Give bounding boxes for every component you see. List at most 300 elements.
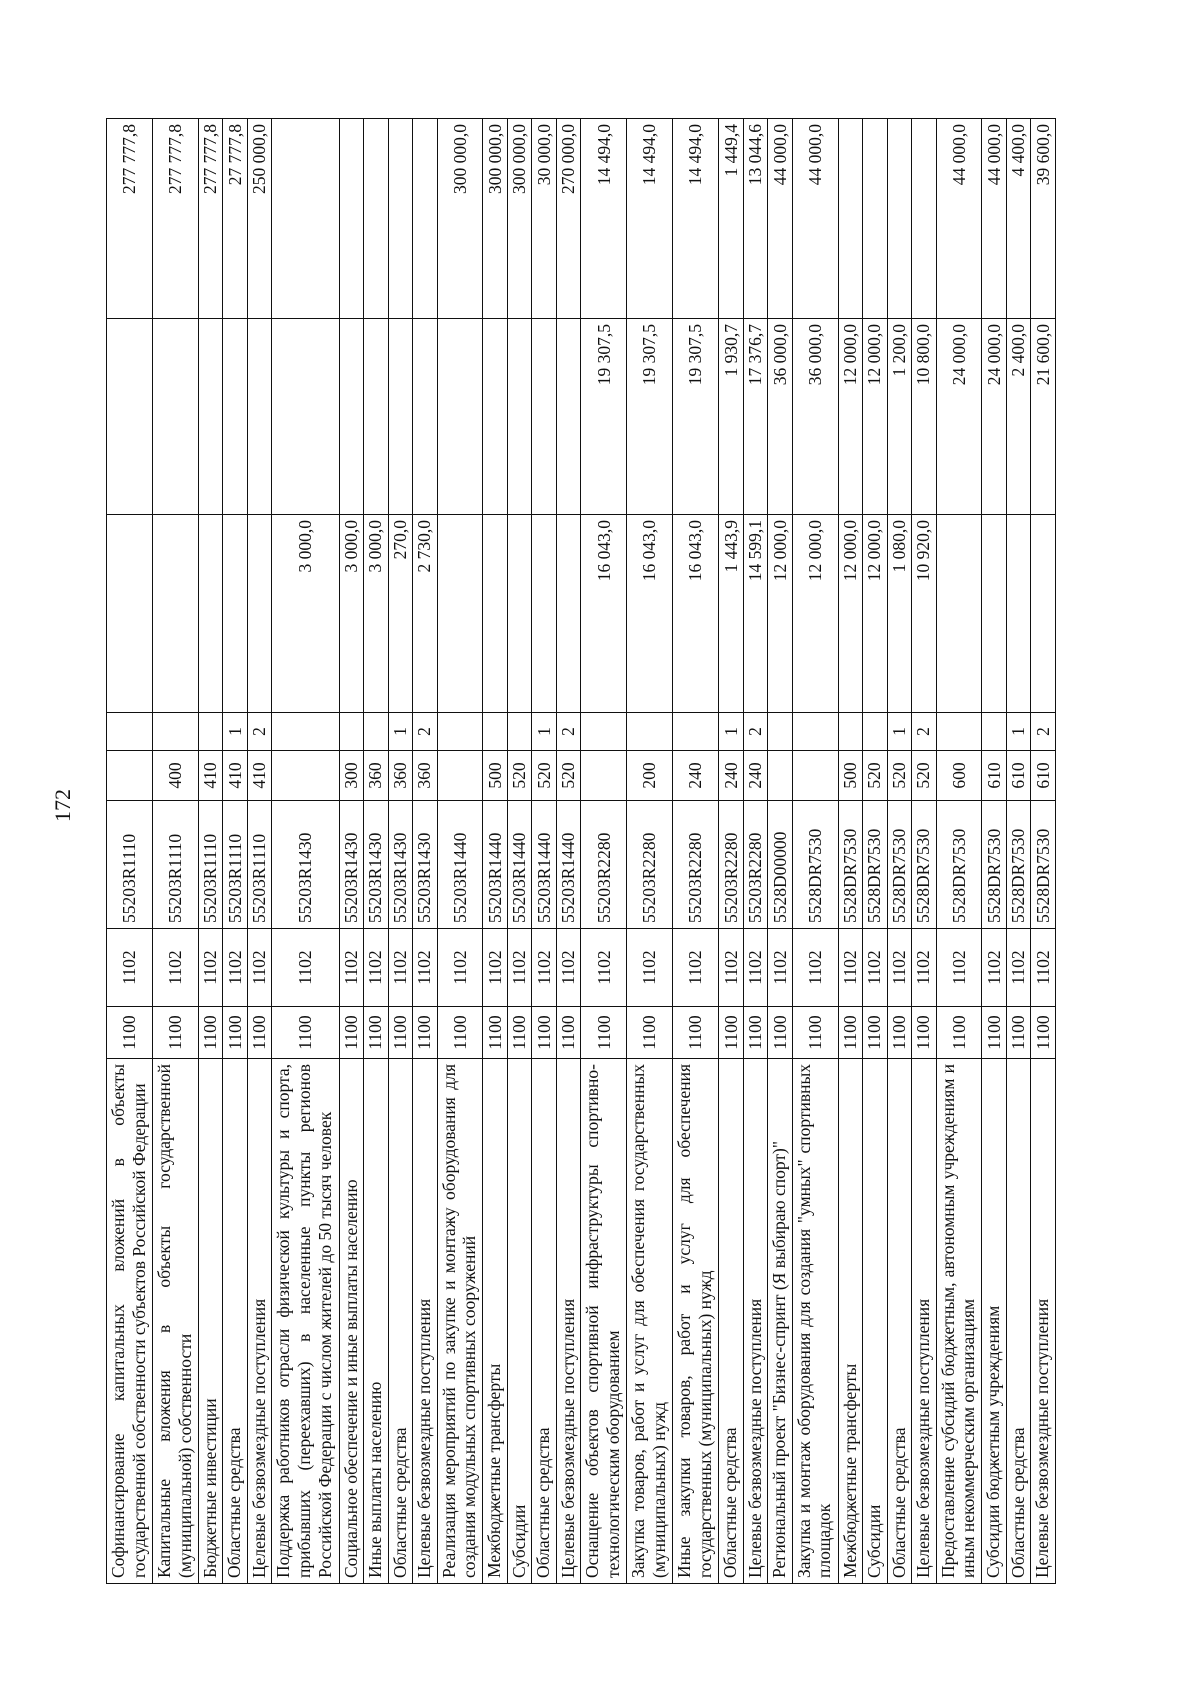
table-row: [532, 119, 557, 1584]
amount-year-3: 270 000,0: [556, 119, 581, 319]
table-row: [1006, 119, 1031, 1584]
table-row: [339, 119, 364, 1584]
expense-type-code: 520: [912, 751, 937, 801]
expense-type-code: 300: [339, 751, 364, 801]
amount-year-3: [272, 119, 339, 319]
amount-year-1: 12 000,0: [792, 515, 838, 713]
amount-year-1: [152, 515, 198, 713]
table-row: [364, 119, 389, 1584]
amount-year-3: 14 494,0: [673, 119, 719, 319]
target-article-code: 5528D00000: [768, 801, 793, 929]
section-code: 1100: [863, 1007, 888, 1059]
budget-table: [106, 118, 1056, 1584]
amount-year-2: [152, 319, 198, 515]
amount-year-1: 16 043,0: [581, 515, 627, 713]
target-article-code: 55203R1430: [339, 801, 364, 929]
amount-year-3: 250 000,0: [247, 119, 272, 319]
row-name: Целевые безвозмездные поступления: [413, 1059, 438, 1584]
amount-year-2: 10 800,0: [912, 319, 937, 515]
amount-year-3: 44 000,0: [982, 119, 1007, 319]
expense-type-code: [437, 751, 483, 801]
amount-year-1: 1 080,0: [887, 515, 912, 713]
subsection-code: 1102: [768, 929, 793, 1007]
expense-type-code: 610: [1006, 751, 1031, 801]
amount-year-1: 3 000,0: [364, 515, 389, 713]
expense-type-code: 240: [719, 751, 744, 801]
section-code: 1100: [792, 1007, 838, 1059]
subsection-code: 1102: [792, 929, 838, 1007]
section-code: 1100: [627, 1007, 673, 1059]
subsection-code: 1102: [272, 929, 339, 1007]
table-row: [768, 119, 793, 1584]
amount-year-2: 24 000,0: [982, 319, 1007, 515]
row-name: Закупка и монтаж оборудования для создания "умных" спортивных площадок: [792, 1059, 838, 1584]
section-code: 1100: [743, 1007, 768, 1059]
amount-year-2: 36 000,0: [792, 319, 838, 515]
amount-year-3: 44 000,0: [792, 119, 838, 319]
row-name: Областные средства: [388, 1059, 413, 1584]
source-code: [339, 713, 364, 751]
source-code: 2: [743, 713, 768, 751]
amount-year-3: 4 400,0: [1006, 119, 1031, 319]
amount-year-2: [388, 319, 413, 515]
expense-type-code: 410: [198, 751, 223, 801]
section-code: 1100: [364, 1007, 389, 1059]
expense-type-code: [272, 751, 339, 801]
target-article-code: 5528DR7530: [887, 801, 912, 929]
amount-year-1: [1031, 515, 1056, 713]
amount-year-3: 277 777,8: [198, 119, 223, 319]
expense-type-code: 520: [863, 751, 888, 801]
amount-year-3: [388, 119, 413, 319]
source-code: [673, 713, 719, 751]
expense-type-code: 600: [936, 751, 982, 801]
target-article-code: 55203R1110: [198, 801, 223, 929]
table-row: [272, 119, 339, 1584]
source-code: [364, 713, 389, 751]
amount-year-3: [838, 119, 863, 319]
section-code: 1100: [223, 1007, 248, 1059]
row-name: Областные средства: [719, 1059, 744, 1584]
subsection-code: 1102: [107, 929, 153, 1007]
expense-type-code: [107, 751, 153, 801]
amount-year-2: [339, 319, 364, 515]
expense-type-code: 520: [887, 751, 912, 801]
row-name: Бюджетные инвестиции: [198, 1059, 223, 1584]
subsection-code: 1102: [532, 929, 557, 1007]
row-name: Областные средства: [223, 1059, 248, 1584]
amount-year-1: 10 920,0: [912, 515, 937, 713]
expense-type-code: 610: [982, 751, 1007, 801]
source-code: 1: [388, 713, 413, 751]
section-code: 1100: [483, 1007, 508, 1059]
amount-year-1: [223, 515, 248, 713]
expense-type-code: [581, 751, 627, 801]
amount-year-1: 2 730,0: [413, 515, 438, 713]
section-code: 1100: [887, 1007, 912, 1059]
amount-year-2: 12 000,0: [863, 319, 888, 515]
amount-year-3: [339, 119, 364, 319]
amount-year-1: 12 000,0: [768, 515, 793, 713]
target-article-code: 55203R1440: [507, 801, 532, 929]
section-code: 1100: [982, 1007, 1007, 1059]
source-code: [483, 713, 508, 751]
table-row: [413, 119, 438, 1584]
section-code: 1100: [152, 1007, 198, 1059]
table-row: [743, 119, 768, 1584]
source-code: [982, 713, 1007, 751]
expense-type-code: 400: [152, 751, 198, 801]
subsection-code: 1102: [863, 929, 888, 1007]
subsection-code: 1102: [152, 929, 198, 1007]
subsection-code: 1102: [507, 929, 532, 1007]
target-article-code: 5528DR7530: [936, 801, 982, 929]
subsection-code: 1102: [247, 929, 272, 1007]
expense-type-code: 410: [247, 751, 272, 801]
amount-year-3: 277 777,8: [152, 119, 198, 319]
amount-year-1: [936, 515, 982, 713]
row-name: Целевые безвозмездные поступления: [247, 1059, 272, 1584]
amount-year-1: 16 043,0: [673, 515, 719, 713]
table-row: [982, 119, 1007, 1584]
target-article-code: 55203R1430: [388, 801, 413, 929]
amount-year-2: [364, 319, 389, 515]
subsection-code: 1102: [437, 929, 483, 1007]
amount-year-2: [483, 319, 508, 515]
row-name: Капитальные вложения в объекты государственной (муниципальной) собственности: [152, 1059, 198, 1584]
row-name: Субсидии: [863, 1059, 888, 1584]
table-row: [107, 119, 153, 1584]
row-name: Областные средства: [532, 1059, 557, 1584]
source-code: 1: [887, 713, 912, 751]
amount-year-2: [107, 319, 153, 515]
table-row: [437, 119, 483, 1584]
table-row: [198, 119, 223, 1584]
subsection-code: 1102: [581, 929, 627, 1007]
amount-year-2: 1 930,7: [719, 319, 744, 515]
amount-year-2: [272, 319, 339, 515]
section-code: 1100: [247, 1007, 272, 1059]
source-code: 2: [413, 713, 438, 751]
subsection-code: 1102: [339, 929, 364, 1007]
amount-year-2: [437, 319, 483, 515]
table-row: [887, 119, 912, 1584]
section-code: 1100: [581, 1007, 627, 1059]
expense-type-code: 520: [556, 751, 581, 801]
source-code: 1: [1006, 713, 1031, 751]
amount-year-2: [413, 319, 438, 515]
target-article-code: 55203R1440: [556, 801, 581, 929]
amount-year-1: 14 599,1: [743, 515, 768, 713]
target-article-code: 55203R1440: [437, 801, 483, 929]
amount-year-2: [532, 319, 557, 515]
target-article-code: 5528DR7530: [912, 801, 937, 929]
source-code: 2: [247, 713, 272, 751]
table-row: [838, 119, 863, 1584]
section-code: 1100: [1031, 1007, 1056, 1059]
target-article-code: 55203R1110: [247, 801, 272, 929]
budget-table-container: [106, 119, 1056, 1584]
subsection-code: 1102: [936, 929, 982, 1007]
target-article-code: 55203R1110: [152, 801, 198, 929]
amount-year-1: [247, 515, 272, 713]
source-code: [272, 713, 339, 751]
source-code: [152, 713, 198, 751]
target-article-code: 55203R1430: [413, 801, 438, 929]
subsection-code: 1102: [556, 929, 581, 1007]
expense-type-code: 520: [507, 751, 532, 801]
amount-year-1: [483, 515, 508, 713]
row-name: Предоставление субсидий бюджетным, автономным учреждениям и иным некоммерческим организациям: [936, 1059, 982, 1584]
target-article-code: 55203R2280: [719, 801, 744, 929]
section-code: 1100: [719, 1007, 744, 1059]
target-article-code: 55203R2280: [581, 801, 627, 929]
amount-year-2: 17 376,7: [743, 319, 768, 515]
target-article-code: 55203R1440: [532, 801, 557, 929]
expense-type-code: 240: [673, 751, 719, 801]
row-name: Иные закупки товаров, работ и услуг для обеспечения государственных (муниципальных) нужд: [673, 1059, 719, 1584]
subsection-code: 1102: [627, 929, 673, 1007]
page-number: 172: [50, 789, 75, 822]
amount-year-2: 19 307,5: [673, 319, 719, 515]
amount-year-1: 270,0: [388, 515, 413, 713]
expense-type-code: 360: [388, 751, 413, 801]
section-code: 1100: [1006, 1007, 1031, 1059]
table-row: [388, 119, 413, 1584]
expense-type-code: 500: [483, 751, 508, 801]
amount-year-3: 44 000,0: [768, 119, 793, 319]
table-row: [936, 119, 982, 1584]
source-code: [107, 713, 153, 751]
target-article-code: 55203R2280: [627, 801, 673, 929]
table-row: [483, 119, 508, 1584]
section-code: 1100: [388, 1007, 413, 1059]
row-name: Субсидии бюджетным учреждениям: [982, 1059, 1007, 1584]
section-code: 1100: [912, 1007, 937, 1059]
amount-year-1: [437, 515, 483, 713]
target-article-code: 55203R1110: [107, 801, 153, 929]
amount-year-3: [413, 119, 438, 319]
amount-year-3: 277 777,8: [107, 119, 153, 319]
amount-year-1: [198, 515, 223, 713]
target-article-code: 5528DR7530: [982, 801, 1007, 929]
source-code: [863, 713, 888, 751]
row-name: Областные средства: [1006, 1059, 1031, 1584]
amount-year-2: 12 000,0: [838, 319, 863, 515]
target-article-code: 55203R1430: [272, 801, 339, 929]
table-row: [223, 119, 248, 1584]
row-name: Закупка товаров, работ и услуг для обеспечения государственных (муниципальных) нужд: [627, 1059, 673, 1584]
expense-type-code: 520: [532, 751, 557, 801]
row-name: Межбюджетные трансферты: [838, 1059, 863, 1584]
section-code: 1100: [272, 1007, 339, 1059]
expense-type-code: 240: [743, 751, 768, 801]
amount-year-3: [364, 119, 389, 319]
row-name: Межбюджетные трансферты: [483, 1059, 508, 1584]
amount-year-3: 300 000,0: [437, 119, 483, 319]
row-name: Социальное обеспечение и иные выплаты населению: [339, 1059, 364, 1584]
target-article-code: 5528DR7530: [1031, 801, 1056, 929]
subsection-code: 1102: [1031, 929, 1056, 1007]
subsection-code: 1102: [1006, 929, 1031, 1007]
table-row: [863, 119, 888, 1584]
subsection-code: 1102: [223, 929, 248, 1007]
section-code: 1100: [673, 1007, 719, 1059]
amount-year-1: 3 000,0: [339, 515, 364, 713]
source-code: [581, 713, 627, 751]
row-name: Софинансирование капитальных вложений в объекты государственной собственности субъектов Российской Федерации: [107, 1059, 153, 1584]
target-article-code: 55203R1110: [223, 801, 248, 929]
amount-year-2: 24 000,0: [936, 319, 982, 515]
expense-type-code: 360: [364, 751, 389, 801]
source-code: 2: [912, 713, 937, 751]
section-code: 1100: [107, 1007, 153, 1059]
section-code: 1100: [339, 1007, 364, 1059]
source-code: [838, 713, 863, 751]
amount-year-3: 14 494,0: [627, 119, 673, 319]
source-code: [792, 713, 838, 751]
amount-year-2: 19 307,5: [581, 319, 627, 515]
table-row: [673, 119, 719, 1584]
amount-year-1: [982, 515, 1007, 713]
amount-year-1: 16 043,0: [627, 515, 673, 713]
subsection-code: 1102: [719, 929, 744, 1007]
target-article-code: 55203R2280: [743, 801, 768, 929]
target-article-code: 5528DR7530: [1006, 801, 1031, 929]
target-article-code: 5528DR7530: [792, 801, 838, 929]
amount-year-2: 2 400,0: [1006, 319, 1031, 515]
subsection-code: 1102: [982, 929, 1007, 1007]
row-name: Оснащение объектов спортивной инфраструктуры спортивно-технологическим оборудованием: [581, 1059, 627, 1584]
row-name: Целевые безвозмездные поступления: [743, 1059, 768, 1584]
amount-year-1: [532, 515, 557, 713]
row-name: Региональный проект "Бизнес-спринт (Я выбираю спорт)": [768, 1059, 793, 1584]
subsection-code: 1102: [673, 929, 719, 1007]
amount-year-2: [507, 319, 532, 515]
expense-type-code: 610: [1031, 751, 1056, 801]
amount-year-1: [107, 515, 153, 713]
target-article-code: 5528DR7530: [863, 801, 888, 929]
amount-year-2: 1 200,0: [887, 319, 912, 515]
section-code: 1100: [413, 1007, 438, 1059]
amount-year-3: 44 000,0: [936, 119, 982, 319]
subsection-code: 1102: [838, 929, 863, 1007]
table-row: [912, 119, 937, 1584]
subsection-code: 1102: [413, 929, 438, 1007]
subsection-code: 1102: [198, 929, 223, 1007]
amount-year-2: 21 600,0: [1031, 319, 1056, 515]
amount-year-1: 12 000,0: [863, 515, 888, 713]
source-code: [198, 713, 223, 751]
subsection-code: 1102: [388, 929, 413, 1007]
amount-year-3: 27 777,8: [223, 119, 248, 319]
expense-type-code: 500: [838, 751, 863, 801]
section-code: 1100: [437, 1007, 483, 1059]
amount-year-1: 3 000,0: [272, 515, 339, 713]
subsection-code: 1102: [364, 929, 389, 1007]
row-name: Целевые безвозмездные поступления: [556, 1059, 581, 1584]
table-row: [1031, 119, 1056, 1584]
amount-year-3: [912, 119, 937, 319]
amount-year-1: 12 000,0: [838, 515, 863, 713]
table-row: [792, 119, 838, 1584]
amount-year-3: [887, 119, 912, 319]
amount-year-3: 300 000,0: [507, 119, 532, 319]
amount-year-3: 14 494,0: [581, 119, 627, 319]
amount-year-3: 30 000,0: [532, 119, 557, 319]
source-code: 1: [532, 713, 557, 751]
expense-type-code: [768, 751, 793, 801]
amount-year-2: 19 307,5: [627, 319, 673, 515]
section-code: 1100: [768, 1007, 793, 1059]
amount-year-2: 36 000,0: [768, 319, 793, 515]
amount-year-2: [247, 319, 272, 515]
row-name: Целевые безвозмездные поступления: [1031, 1059, 1056, 1584]
target-article-code: 5528DR7530: [838, 801, 863, 929]
subsection-code: 1102: [887, 929, 912, 1007]
subsection-code: 1102: [743, 929, 768, 1007]
row-name: Целевые безвозмездные поступления: [912, 1059, 937, 1584]
source-code: 2: [556, 713, 581, 751]
section-code: 1100: [198, 1007, 223, 1059]
table-row: [152, 119, 198, 1584]
amount-year-3: 300 000,0: [483, 119, 508, 319]
expense-type-code: 410: [223, 751, 248, 801]
source-code: [936, 713, 982, 751]
row-name: Иные выплаты населению: [364, 1059, 389, 1584]
row-name: Поддержка работников отрасли физической культуры и спорта, прибывших (переехавших) в населенные пункты регионов Российской Федерации с числом жителей до 50 тысяч человек: [272, 1059, 339, 1584]
table-row: [507, 119, 532, 1584]
section-code: 1100: [532, 1007, 557, 1059]
row-name: Областные средства: [887, 1059, 912, 1584]
expense-type-code: 360: [413, 751, 438, 801]
amount-year-2: [198, 319, 223, 515]
amount-year-1: [507, 515, 532, 713]
subsection-code: 1102: [912, 929, 937, 1007]
expense-type-code: [792, 751, 838, 801]
amount-year-1: 1 443,9: [719, 515, 744, 713]
amount-year-2: [556, 319, 581, 515]
amount-year-3: [863, 119, 888, 319]
source-code: 2: [1031, 713, 1056, 751]
amount-year-1: [556, 515, 581, 713]
table-body: [107, 119, 1056, 1584]
amount-year-3: 13 044,6: [743, 119, 768, 319]
table-row: [719, 119, 744, 1584]
section-code: 1100: [838, 1007, 863, 1059]
section-code: 1100: [507, 1007, 532, 1059]
amount-year-3: 39 600,0: [1031, 119, 1056, 319]
amount-year-1: [1006, 515, 1031, 713]
section-code: 1100: [936, 1007, 982, 1059]
row-name: Реализация мероприятий по закупке и монтажу оборудования для создания модульных спортивных сооружений: [437, 1059, 483, 1584]
table-row: [556, 119, 581, 1584]
source-code: 1: [719, 713, 744, 751]
target-article-code: 55203R1430: [364, 801, 389, 929]
amount-year-2: [223, 319, 248, 515]
table-row: [627, 119, 673, 1584]
subsection-code: 1102: [483, 929, 508, 1007]
table-row: [581, 119, 627, 1584]
row-name: Субсидии: [507, 1059, 532, 1584]
amount-year-3: 1 449,4: [719, 119, 744, 319]
expense-type-code: 200: [627, 751, 673, 801]
table-row: [247, 119, 272, 1584]
section-code: 1100: [556, 1007, 581, 1059]
source-code: 1: [223, 713, 248, 751]
source-code: [768, 713, 793, 751]
source-code: [627, 713, 673, 751]
